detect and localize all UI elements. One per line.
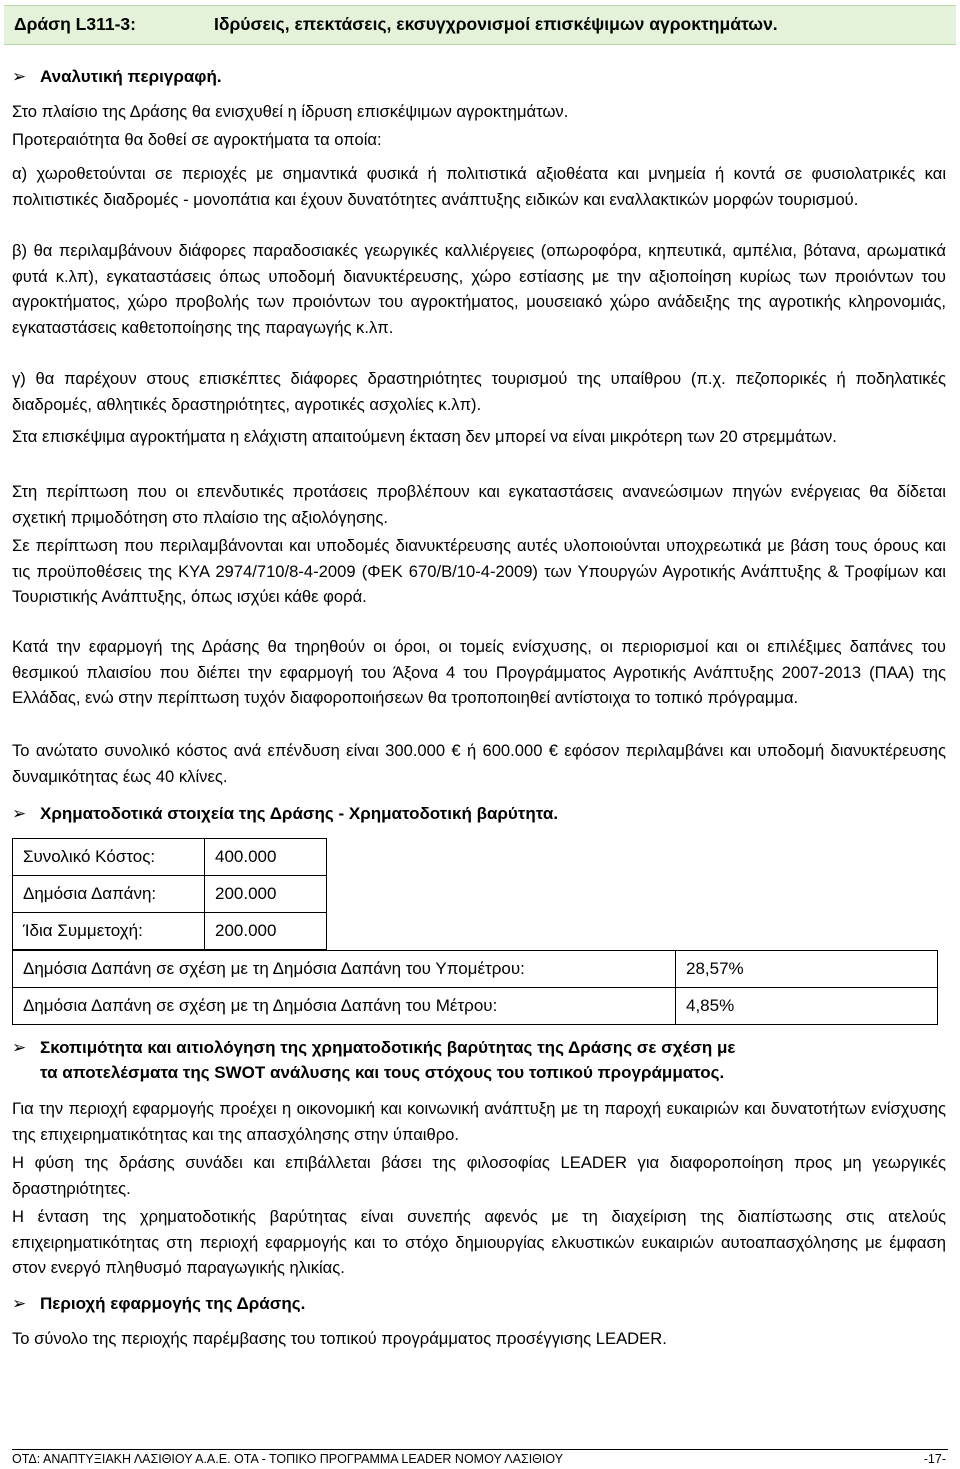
- footer-text: ΟΤΔ: ΑΝΑΠΤΥΞΙΑΚΗ ΛΑΣΙΘΙΟΥ Α.Α.Ε. ΟΤΑ - ΤΟΠΙΚΟ ΠΡΟΓΡΑΜΜΑ LEADER ΝΟΜΟΥ ΛΑΣΙΘΙΟΥ: [12, 1452, 564, 1466]
- justification-heading: ➢ Σκοπιμότητα και αιτιολόγηση της χρηματοδοτικής βαρύτητας της Δράσης σε σχέση με τα αποτελέσματα της SWOT ανάλυσης και τους στόχους του τοπικού προγράμματος.: [12, 1035, 946, 1085]
- action-code: Δράση L311-3:: [14, 14, 136, 34]
- action-title: Ιδρύσεις, επεκτάσεις, εκσυγχρονισμοί επισκέψιμων αγροκτημάτων.: [214, 14, 778, 34]
- description-paragraph: Σε περίπτωση που περιλαμβάνονται και υποδομές διανυκτέρευσης αυτές υλοποιούνται υποχρεωτικά με βάση τους όρους και τις προϋποθέσεις της ΚΥΑ 2974/710/8-4-2009 (ΦΕΚ 670/Β/10-4-2009) των Υπουργών Αγροτικής Ανάπτυξης & Τροφίμων και Τουριστικής Ανάπτυξης, όπως ισχύει κάθε φορά.: [12, 536, 946, 606]
- description-paragraph: Το ανώτατο συνολικό κόστος ανά επένδυση είναι 300.000 € ή 600.000 € εφόσον περιλαμβάνει και υποδομή διανυκτέρευσης δυναμικότητας έως 40 κλίνες.: [12, 741, 946, 786]
- table-row: [13, 951, 938, 988]
- justification-paragraph: Η φύση της δράσης συνάδει και επιβάλλεται βάσει της φιλοσοφίας LEADER για διαφοροποίηση προς μη γεωργικές δραστηριότητες.: [12, 1153, 946, 1198]
- justification-paragraph: Η ένταση της χρηματοδοτικής βαρύτητας είναι συνεπής αφενός με τη διαχείριση της διαπίστωσης στις ατελούς επιχειρηματικότητας στη περιοχή εφαρμογής και το στόχο δημιουργίας ελκυστικών ευκαιριών αυτοαπασχόλησης με έμφαση στον ενεργό πληθυσμό παραγωγικής ηλικίας.: [12, 1207, 946, 1277]
- table-value-cell: 4,85%: [676, 988, 938, 1025]
- description-paragraph: Κατά την εφαρμογή της Δράσης θα τηρηθούν οι όροι, οι τομείς ενίσχυσης, οι περιορισμοί και οι επιλέξιμες δαπάνες του θεσμικού πλαισίου που διέπει την εφαρμογή του Άξονα 4 του Προγράμματος Αγροτικής Ανάπτυξης 2007-2013 (ΠΑΑ) της Ελλάδας, ενώ στην περίπτωση τυχόν διαφοροποιήσεων θα τροποποιηθεί αντίστοιχα το τοπικό πρόγραμμα.: [12, 637, 946, 707]
- table-label-cell: Συνολικό Κόστος:: [13, 839, 205, 876]
- description-paragraph: Στα επισκέψιμα αγροκτήματα η ελάχιστη απαιτούμενη έκταση δεν μπορεί να είναι μικρότερη των 20 στρεμμάτων.: [12, 427, 837, 446]
- finance-table: [12, 838, 327, 950]
- finance-ratio-table: [12, 950, 938, 1025]
- page-number: -17-: [923, 1452, 946, 1466]
- action-header: [4, 5, 956, 45]
- bullet-arrow-icon: ➢: [12, 1294, 27, 1313]
- footer-divider: [12, 1449, 948, 1450]
- description-heading: ➢ Αναλυτική περιγραφή.: [12, 64, 222, 89]
- table-row: [13, 876, 327, 913]
- bullet-arrow-icon: ➢: [12, 804, 27, 823]
- area-paragraph: Το σύνολο της περιοχής παρέμβασης του τοπικού προγράμματος προσέγγισης LEADER.: [12, 1329, 667, 1348]
- description-paragraph: Προτεραιότητα θα δοθεί σε αγροκτήματα τα οποία:: [12, 130, 382, 149]
- table-label-cell: Δημόσια Δαπάνη:: [13, 876, 205, 913]
- table-value-cell: 200.000: [205, 913, 327, 950]
- table-value-cell: 28,57%: [676, 951, 938, 988]
- table-label-cell: Δημόσια Δαπάνη σε σχέση με τη Δημόσια Δαπάνη του Υπομέτρου:: [13, 951, 676, 988]
- finance-heading: ➢ Χρηματοδοτικά στοιχεία της Δράσης - Χρηματοδοτική βαρύτητα.: [12, 801, 558, 826]
- table-row: [13, 913, 327, 950]
- justification-paragraph: Για την περιοχή εφαρμογής προέχει η οικονομική και κοινωνική ανάπτυξη με τη παροχή ευκαιριών και δυνατοτήτων ενίσχυσης της επιχειρηματικότητας και της απασχόλησης στην ύπαιθρο.: [12, 1099, 946, 1144]
- table-row: [13, 839, 327, 876]
- description-paragraph: α) χωροθετούνται σε περιοχές με σημαντικά φυσικά ή πολιτιστικά αξιοθέατα και μνημεία ή κοντά σε φυσιολατρικές και πολιτιστικές διαδρομές - μονοπάτια και έχουν δυνατότητες ανάπτυξης ειδικών και εναλλακτικών μορφών τουρισμού.: [12, 164, 946, 209]
- bullet-arrow-icon: ➢: [12, 67, 27, 86]
- table-label-cell: Δημόσια Δαπάνη σε σχέση με τη Δημόσια Δαπάνη του Μέτρου:: [13, 988, 676, 1025]
- table-row: [13, 988, 938, 1025]
- description-paragraph: Στη περίπτωση που οι επενδυτικές προτάσεις προβλέπουν και εγκαταστάσεις ανανεώσιμων πηγών ενέργειας θα δίδεται σχετική πριμοδότηση στο πλαίσιο της αξιολόγησης.: [12, 482, 946, 527]
- description-paragraph: γ) θα παρέχουν στους επισκέπτες διάφορες δραστηριότητες τουρισμού της υπαίθρου (π.χ. πεζοπορικές ή ποδηλατικές διαδρομές, αθλητικές δραστηριότητες, αγροτικές ασχολίες κ.λπ).: [12, 369, 946, 414]
- table-value-cell: 400.000: [205, 839, 327, 876]
- description-paragraph: β) θα περιλαμβάνουν διάφορες παραδοσιακές γεωργικές καλλιέργειες (οπωροφόρα, κηπευτικά, αμπέλια, βότανα, αρωματικά φυτά κ.λπ), εγκαταστάσεις όπως υποδομή διανυκτέρευσης, χώρο εστίασης με την αξιοποίηση κυρίως των προιόντων του αγροκτήματος, χώρο προβολής των προιόντων του αγροκτήματος, μουσειακό χώρο ανάδειξης της αγροτικής κληρονομιάς, εγκαταστάσεις καθετοποίησης της παραγωγής κ.λπ.: [12, 241, 946, 337]
- table-label-cell: Ίδια Συμμετοχή:: [13, 913, 205, 950]
- area-heading: ➢ Περιοχή εφαρμογής της Δράσης.: [12, 1291, 305, 1316]
- table-value-cell: 200.000: [205, 876, 327, 913]
- description-paragraph: Στο πλαίσιο της Δράσης θα ενισχυθεί η ίδρυση επισκέψιμων αγροκτημάτων.: [12, 102, 569, 121]
- bullet-arrow-icon: ➢: [12, 1038, 27, 1057]
